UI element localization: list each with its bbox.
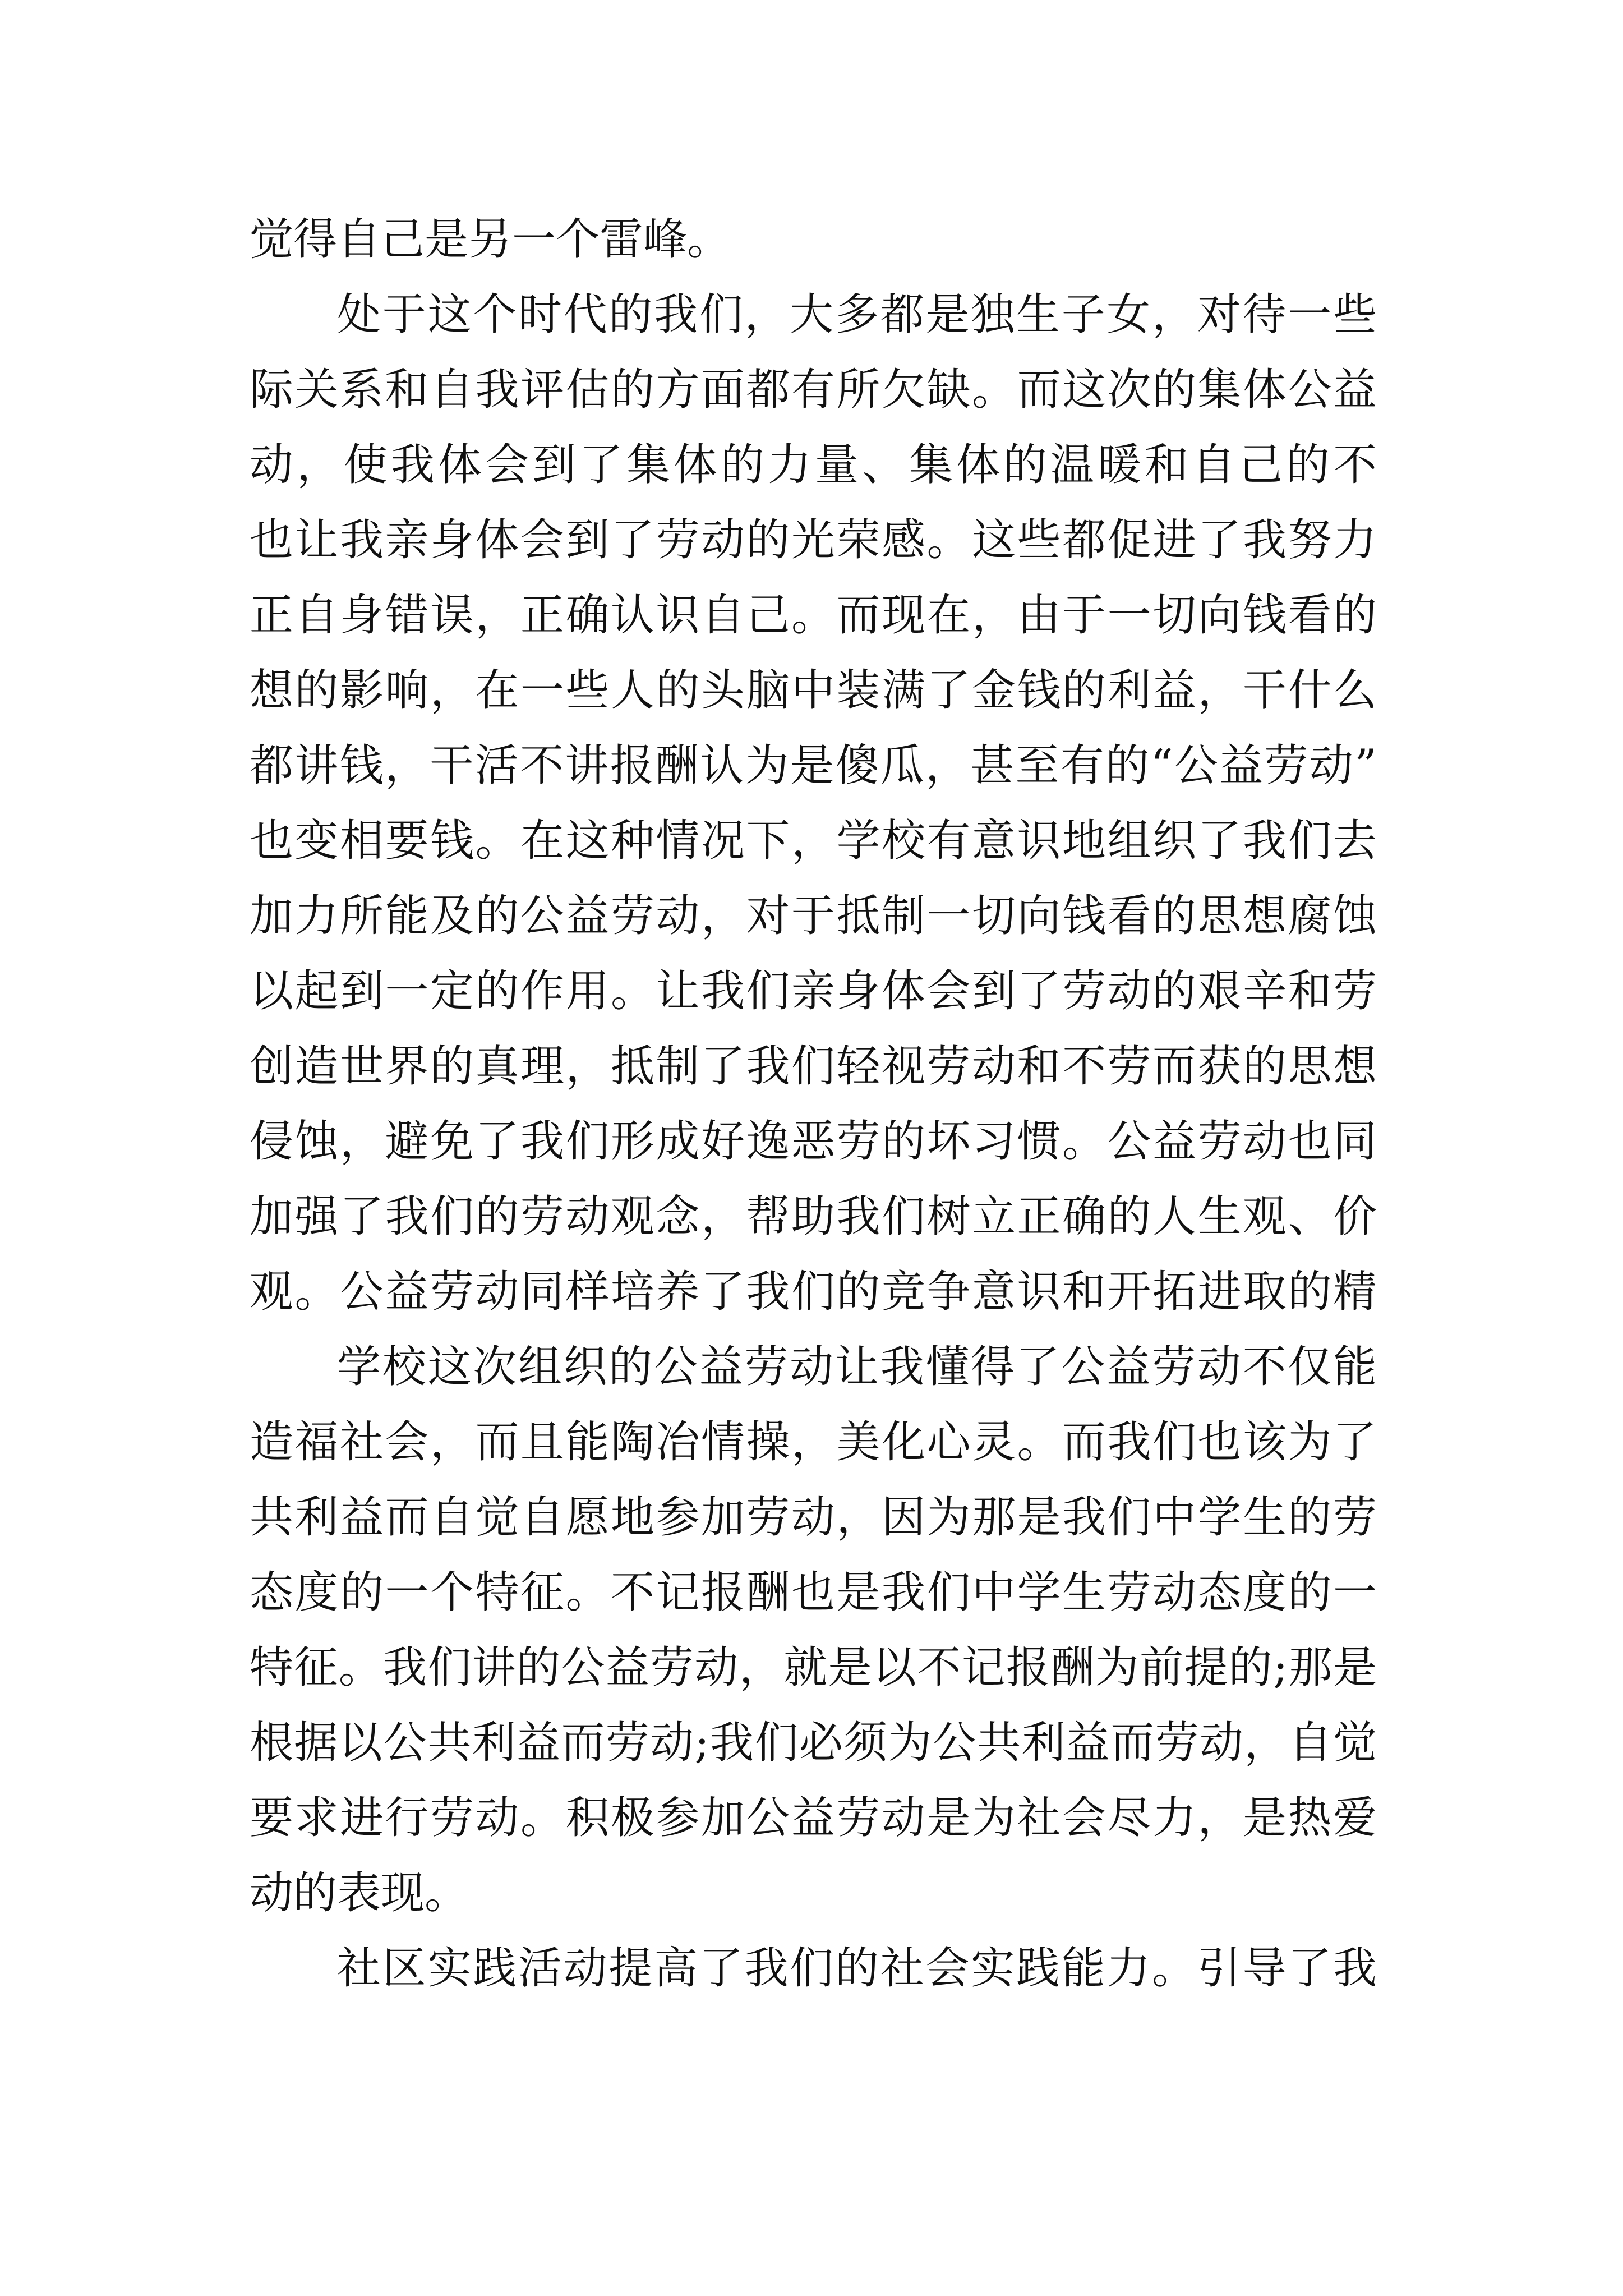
text-line: 加力所能及的公益劳动，对于抵制一切向钱看的思想腐蚀 [250,891,1377,941]
text-line: 共利益而自觉自愿地参加劳动，因为那是我们中学生的劳 [250,1492,1377,1543]
text-line: 以起到一定的作用。让我们亲身体会到了劳动的艰辛和劳 [250,966,1377,1016]
text-line: 动，使我体会到了集体的力量、集体的温暖和自己的不 [250,440,1377,490]
text-line: 正自身错误，正确认识自己。而现在，由于一切向钱看的 [250,590,1377,641]
text-line: 创造世界的真理，抵制了我们轻视劳动和不劳而获的思想 [250,1041,1377,1092]
text-line: 特征。我们讲的公益劳动，就是以不记报酬为前提的;那是 [250,1642,1377,1693]
text-line: 根据以公共利益而劳动;我们必须为公共利益而劳动，自觉 [250,1718,1377,1768]
text-line: 觉得自己是另一个雷峰。 [250,214,731,265]
text-line: 观。公益劳动同样培养了我们的竞争意识和开拓进取的精 [250,1267,1377,1317]
text-line: 动的表现。 [250,1868,469,1918]
paragraph-start-line: 学校这次组织的公益劳动让我懂得了公益劳动不仅能 [337,1342,1377,1392]
text-line: 想的影响，在一些人的头脑中装满了金钱的利益，干什么 [250,665,1377,716]
text-line: 际关系和自我评估的方面都有所欠缺。而这次的集体公益 [250,365,1377,415]
text-line: 要求进行劳动。积极参加公益劳动是为社会尽力，是热爱 [250,1793,1377,1843]
text-line: 也变相要钱。在这种情况下，学校有意识地组织了我们去 [250,816,1377,866]
text-line: 侵蚀，避免了我们形成好逸恶劳的坏习惯。公益劳动也同 [250,1116,1377,1167]
text-line: 造福社会，而且能陶冶情操，美化心灵。而我们也该为了 [250,1417,1377,1467]
text-line: 加强了我们的劳动观念，帮助我们树立正确的人生观、价 [250,1191,1377,1242]
paragraph-start-line: 社区实践活动提高了我们的社会实践能力。引导了我 [337,1943,1377,1994]
body-text [250,202,1377,2006]
text-line: 都讲钱，干活不讲报酬认为是傻瓜，甚至有的“公益劳动” [250,740,1377,791]
paragraph-start-line: 处于这个时代的我们，大多都是独生子女，对待一些 [337,289,1377,340]
text-line: 也让我亲身体会到了劳动的光荣感。这些都促进了我努力 [250,515,1377,565]
text-line: 态度的一个特征。不记报酬也是我们中学生劳动态度的一 [250,1567,1377,1618]
